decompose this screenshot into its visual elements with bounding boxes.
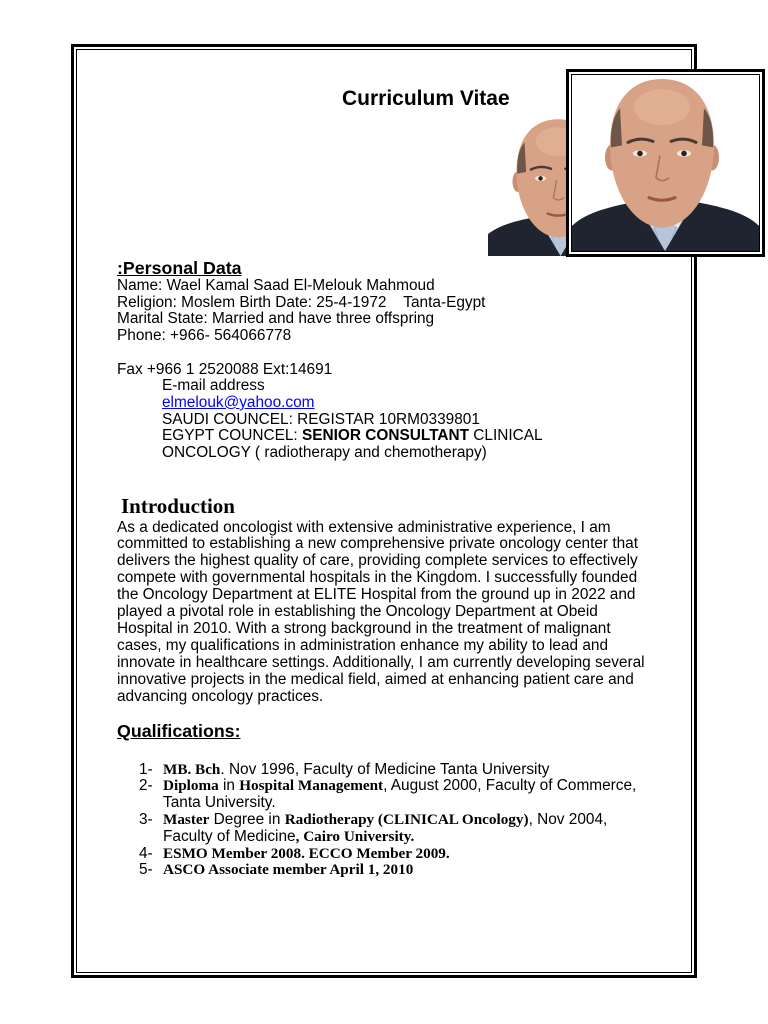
portrait-image xyxy=(572,75,759,251)
phone-line: Phone: +966- 564066778 xyxy=(117,327,292,345)
qualification-item xyxy=(139,812,636,846)
degree-name: Master xyxy=(163,810,210,828)
item-text xyxy=(163,778,636,812)
name-line: Name: Wael Kamal Saad El-Melouk Mahmoud xyxy=(117,277,435,294)
blank-line xyxy=(117,345,543,362)
paragraph-line: cases, my qualifications in administration enhance my ability to lead and xyxy=(117,636,609,654)
marital-state-line: Marital State: Married and have three offspring xyxy=(117,310,435,328)
qualification-item xyxy=(139,762,636,779)
membership: ASCO Associate member April 1, 2010 xyxy=(163,861,414,879)
item-detail: in xyxy=(218,777,240,795)
item-detail: Tanta University. xyxy=(163,794,276,812)
item-number: 5- xyxy=(139,861,153,879)
email-label: E-mail address xyxy=(162,377,265,395)
profile-photo-front xyxy=(566,69,765,257)
item-detail: . Nov 1996, Faculty of Medicine Tanta University xyxy=(220,760,550,778)
saudi-council-line: SAUDI COUNCEL: REGISTAR 10RM0339801 xyxy=(162,410,480,428)
item-text xyxy=(163,846,450,863)
qualifications-list xyxy=(139,762,636,880)
degree-name: Diploma xyxy=(163,777,219,795)
item-number: 1- xyxy=(139,760,153,778)
item-detail: , Nov 2004, xyxy=(528,810,608,828)
paragraph-line: played a pivotal role in establishing the Oncology Department at Obeid xyxy=(117,603,598,621)
item-text xyxy=(163,762,549,779)
document-title: Curriculum Vitae xyxy=(342,87,510,110)
introduction-paragraph xyxy=(117,520,645,706)
email-row xyxy=(162,395,543,412)
item-text xyxy=(163,812,607,846)
item-number: 3- xyxy=(139,810,153,828)
paragraph-line: delivers the highest quality of care, providing complete services to effectively xyxy=(117,552,638,570)
item-number: 2- xyxy=(139,777,153,795)
degree-field: Radiotherapy (CLINICAL Oncology) xyxy=(284,810,529,828)
photo-inner-border xyxy=(571,74,760,252)
university-name: , Cairo University. xyxy=(295,827,415,845)
paragraph-line: Hospital in 2010. With a strong background in the treatment of malignant xyxy=(117,619,611,637)
introduction-heading: Introduction xyxy=(121,494,235,518)
qualification-item xyxy=(139,778,636,812)
paragraph-line: As a dedicated oncologist with extensive administrative experience, I am xyxy=(117,518,611,536)
membership: ESMO Member 2008. ECCO Member 2009. xyxy=(163,844,450,862)
item-number: 4- xyxy=(139,844,153,862)
item-detail: Faculty of Medicine xyxy=(163,827,296,845)
degree-field: Hospital Management xyxy=(239,777,384,795)
paragraph-line: committed to establishing a new comprehensive private oncology center that xyxy=(117,535,638,553)
item-detail: Degree in xyxy=(209,810,285,828)
paragraph-line: innovate in healthcare settings. Additionally, I am currently developing several xyxy=(117,653,645,671)
qualification-item xyxy=(139,846,636,863)
qualification-item xyxy=(139,862,636,879)
item-detail: , August 2000, Faculty of Commerce, xyxy=(383,777,637,795)
paragraph-line: innovative projects in the medical field, aimed at enhancing patient care and xyxy=(117,670,634,688)
egypt-council-specialty: CLINICAL xyxy=(469,427,543,445)
egypt-council-rank: SENIOR CONSULTANT xyxy=(301,427,469,445)
egypt-council-specialty-line: ONCOLOGY ( radiotherapy and chemotherapy) xyxy=(162,444,487,462)
egypt-council-line xyxy=(162,428,543,445)
paragraph-line: compete with governmental hospitals in the Kingdom. I successfully founded xyxy=(117,569,638,587)
paragraph-line: advancing oncology practices. xyxy=(117,687,324,705)
contact-details xyxy=(117,378,543,462)
qualifications-heading: Qualifications: xyxy=(117,721,241,741)
egypt-council-label: EGYPT COUNCEL: xyxy=(162,427,302,445)
degree-name: MB. Bch xyxy=(163,760,221,778)
religion-birth-line: Religion: Moslem Birth Date: 25-4-1972 Tanta-Egypt xyxy=(117,293,486,311)
paragraph-line: the Oncology Department at ELITE Hospital from the ground up in 2022 and xyxy=(117,586,636,604)
email-link[interactable]: elmelouk@yahoo.com xyxy=(162,393,315,411)
personal-data-section xyxy=(117,258,543,462)
item-text xyxy=(163,862,413,879)
fax-line: Fax +966 1 2520088 Ext:14691 xyxy=(117,360,333,378)
personal-data-heading: :Personal Data xyxy=(117,258,242,278)
